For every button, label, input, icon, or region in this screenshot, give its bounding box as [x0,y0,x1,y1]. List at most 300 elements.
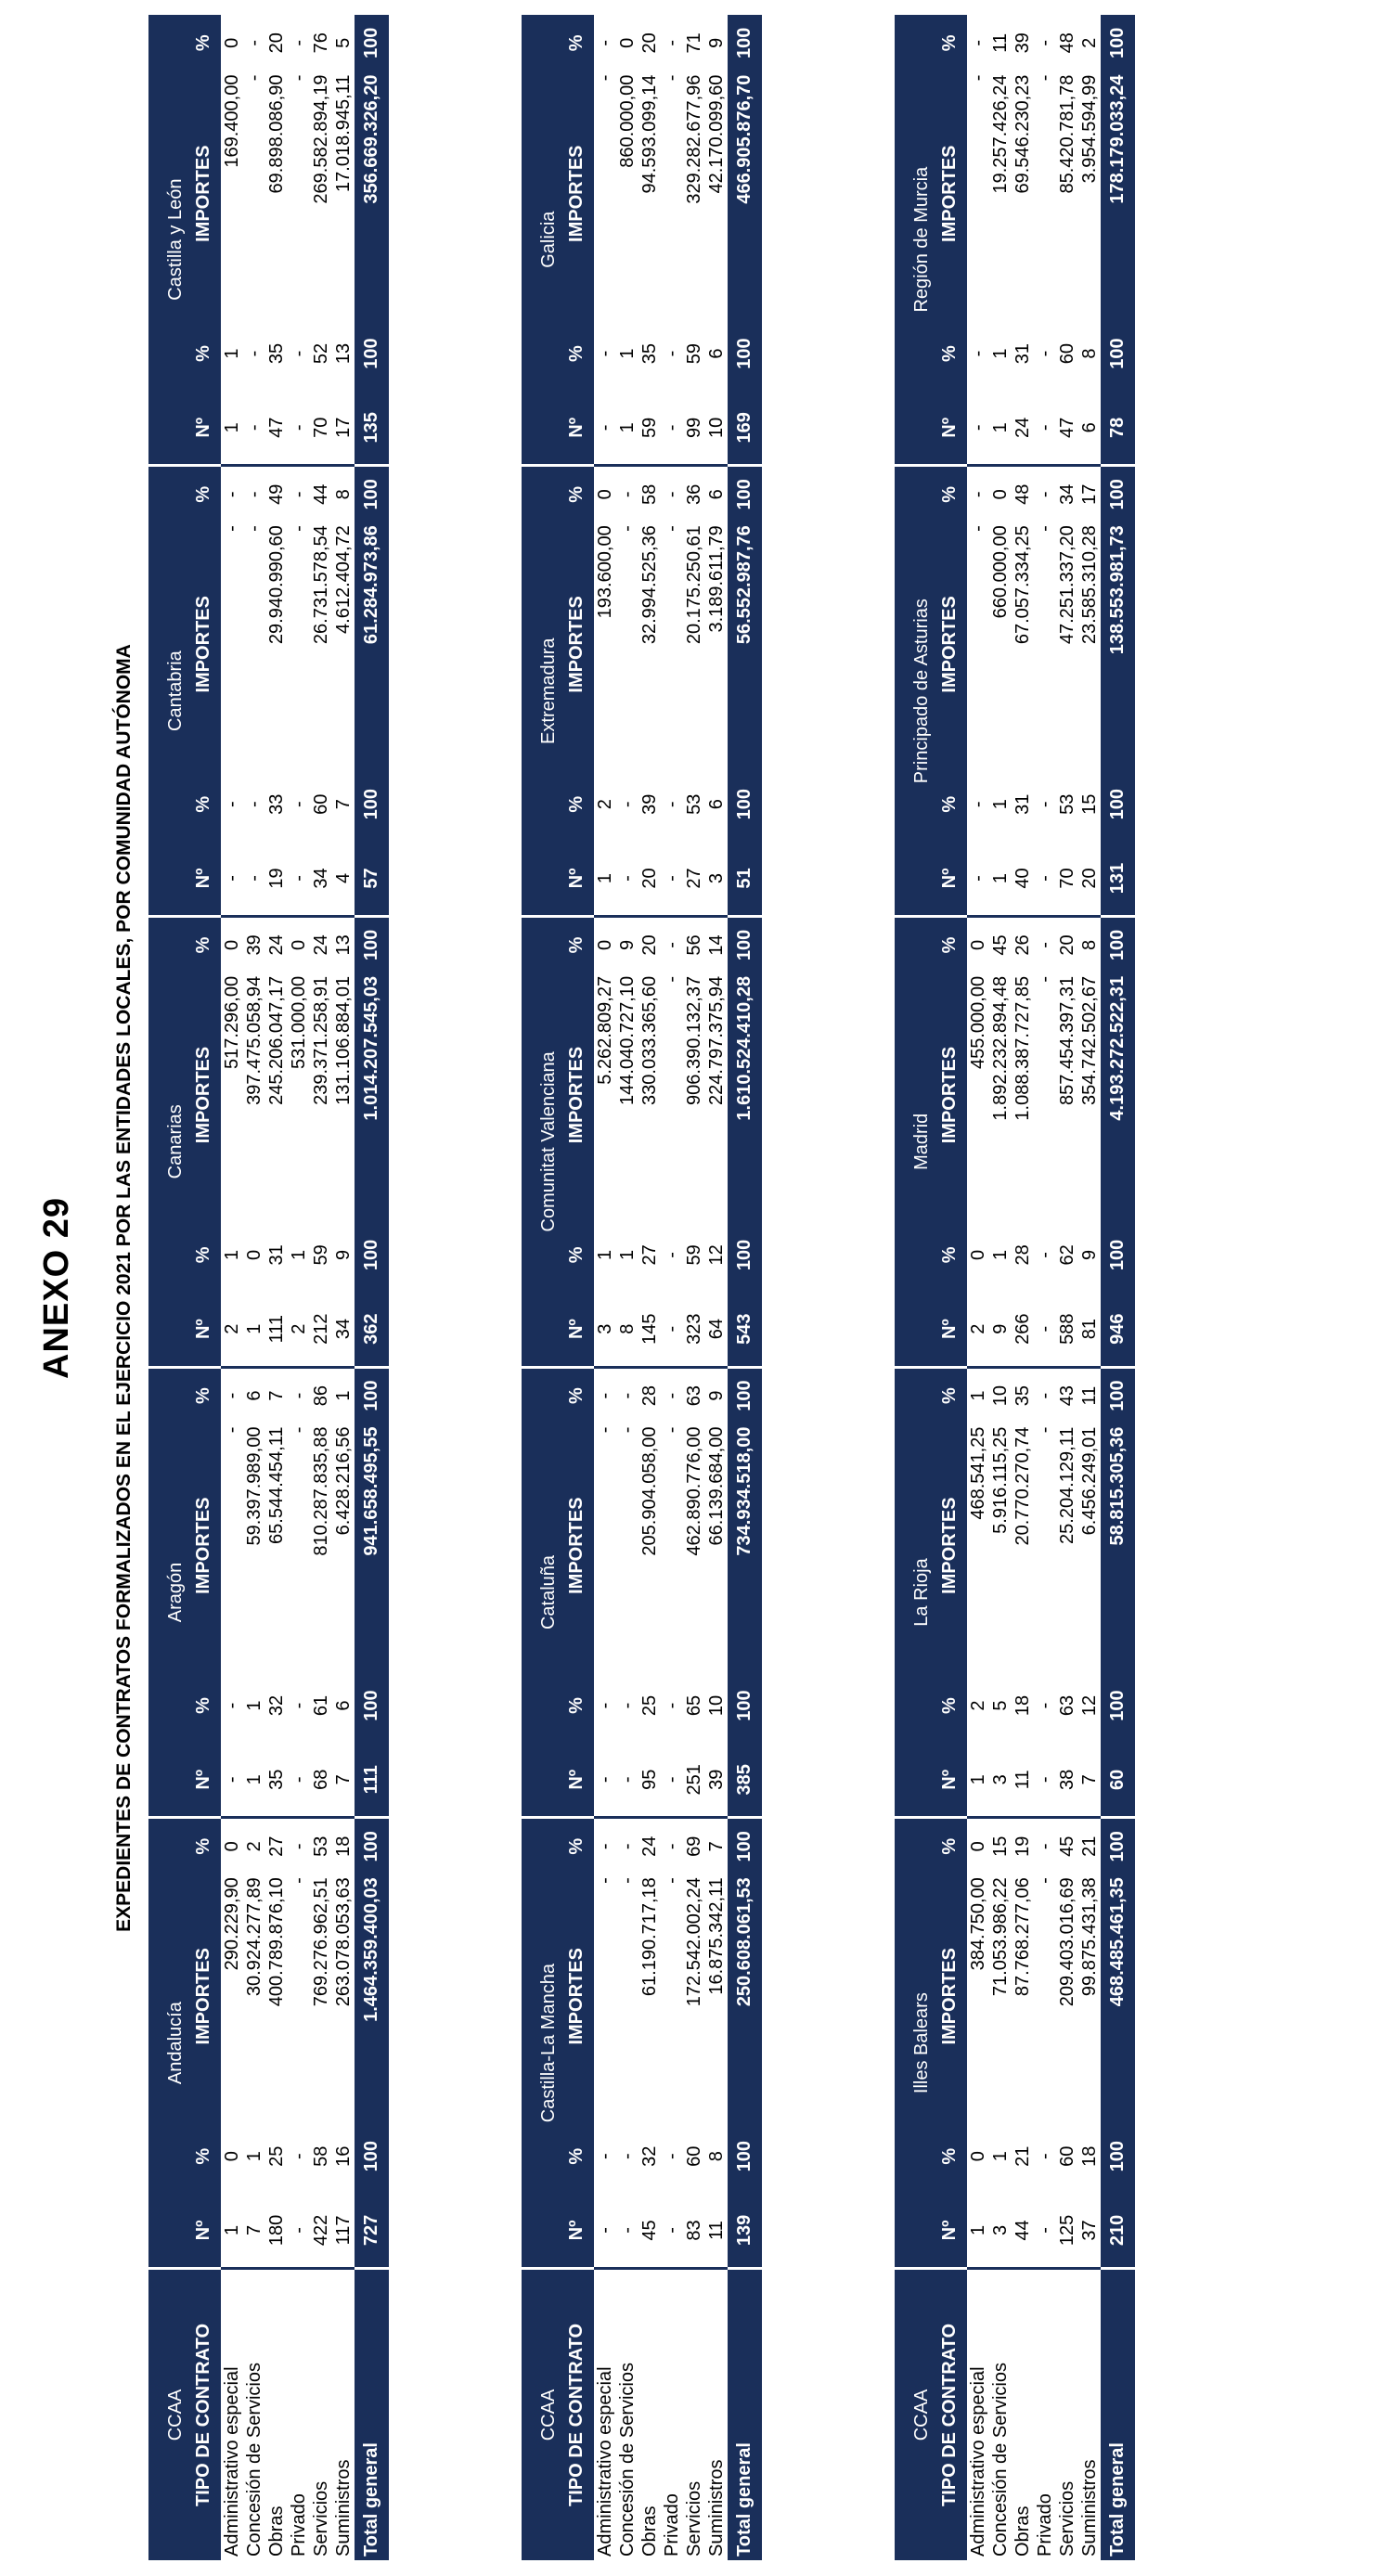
amount-pct-cell: 1 [967,1390,988,1401]
amount-cell: - [594,1877,615,1884]
num-header: Nº [186,391,221,466]
table-row [1078,15,1101,2560]
total-pct-cell: 100 [728,1668,762,1744]
count-cell: - [1034,1743,1056,1818]
amount-pct-cell: 0 [594,939,615,951]
amount-pct-cell: 0 [221,1841,242,1852]
amount-cell: 20.175.250,61 [683,525,704,645]
total-count-cell: 57 [355,842,389,917]
count-cell: 11 [705,2194,728,2269]
amount-pct-cell: 63 [683,1385,704,1407]
amount-pct-cell: 6 [705,489,727,500]
total-amount-cell: 138.553.981,73 [1101,522,1135,766]
pct-header: % [932,466,967,522]
amount-cell: 23.585.310,28 [1078,525,1100,645]
pct-cell: 31 [1012,342,1033,365]
num-header: Nº [559,1743,594,1818]
importes-header: IMPORTES [932,1423,967,1668]
count-cell: 81 [1078,1293,1101,1368]
total-amount-pct-cell: 100 [728,15,762,71]
pct-cell: 1 [989,1249,1011,1260]
amount-pct-cell: - [288,491,309,498]
region-header: Cantabria [148,466,186,917]
count-cell: 251 [683,1743,705,1818]
amount-cell: 42.170.099,60 [705,74,727,194]
count-cell: 1 [594,842,616,917]
count-cell: - [594,1743,616,1818]
amount-cell: - [1034,1877,1055,1884]
pct-cell: 1 [594,1249,615,1260]
amount-pct-cell: 20 [1056,934,1077,956]
count-cell: - [594,2194,616,2269]
pct-cell: 32 [265,1694,287,1717]
pct-header: % [186,916,221,972]
total-amount-cell: 1.014.207.545,03 [355,972,389,1217]
table-row [683,15,705,2560]
pct-cell: - [1034,1702,1055,1709]
amount-pct-cell: 71 [683,32,704,54]
pct-cell: 60 [683,2145,704,2167]
pct-cell: 63 [1056,1694,1077,1717]
count-cell: 2 [967,1293,989,1368]
total-pct-cell: 100 [1101,1217,1135,1293]
pct-cell: 31 [1012,793,1033,815]
pct-cell: - [288,2153,309,2160]
count-cell: 1 [616,391,638,466]
pct-cell: 58 [310,2145,331,2167]
pct-cell: - [1034,2153,1055,2160]
amount-cell: 169.400,00 [221,74,242,168]
amount-pct-cell: 18 [332,1835,354,1857]
pct-header: % [932,316,967,392]
amount-cell: - [661,1877,682,1884]
pct-cell: 59 [683,1244,704,1266]
count-cell: 1 [989,842,1012,917]
pct-cell: - [661,2153,682,2160]
num-header: Nº [559,1293,594,1368]
pct-cell: - [661,801,682,808]
count-cell: 125 [1056,2194,1078,2269]
total-amount-pct-cell: 100 [728,917,762,972]
count-cell: 17 [332,391,355,466]
count-cell: - [1034,2194,1056,2269]
pct-cell: 60 [1056,2145,1077,2167]
total-count-cell: 139 [728,2194,762,2269]
pct-cell: - [661,1702,682,1709]
amount-cell: - [661,975,682,983]
amount-pct-cell: 28 [638,1385,660,1407]
pct-header: % [186,316,221,392]
amount-pct-cell: - [1034,39,1055,46]
amount-pct-cell: - [1034,491,1055,498]
amount-pct-cell: 0 [594,489,615,500]
amount-cell: 87.768.277,06 [1012,1877,1033,1997]
count-cell: 47 [265,391,288,466]
count-cell: 1 [221,391,243,466]
total-amount-cell: 250.608.061,53 [728,1874,762,2119]
pct-cell: - [661,1252,682,1258]
pct-cell: 9 [1078,1249,1100,1260]
pct-cell: 52 [310,342,331,365]
amount-cell: - [243,525,264,532]
amount-cell: 69.898.086,90 [265,74,287,194]
amount-pct-cell: 20 [638,32,660,54]
contracts-table [148,15,389,2560]
amount-cell: - [616,1877,638,1884]
count-cell: 70 [310,391,332,466]
num-header: Nº [186,1293,221,1368]
contracts-table [895,15,1135,2560]
importes-header: IMPORTES [186,71,221,316]
importes-header: IMPORTES [932,1874,967,2119]
amount-pct-cell: - [967,39,988,46]
contracts-table [522,15,762,2560]
importes-header: IMPORTES [186,522,221,766]
amount-pct-cell: 0 [616,37,638,48]
pct-header: % [932,1217,967,1293]
amount-cell: 144.040.727,10 [616,975,638,1105]
pct-cell: 6 [705,799,727,810]
total-count-cell: 78 [1101,391,1135,466]
count-cell: 27 [683,842,705,917]
amount-pct-cell: 36 [683,483,704,505]
amount-cell: 769.276.962,51 [310,1877,331,2007]
total-pct-cell: 100 [355,1217,389,1293]
total-amount-pct-cell: 100 [1101,15,1135,71]
count-cell: 3 [989,1743,1012,1818]
count-cell: 323 [683,1293,705,1368]
amount-pct-cell: - [661,942,682,948]
num-header: Nº [559,391,594,466]
total-amount-cell: 4.193.272.522,31 [1101,972,1135,1217]
amount-cell: 531.000,00 [288,975,309,1069]
table-row [705,15,728,2560]
amount-cell: 25.204.129,11 [1056,1426,1077,1544]
region-header: Galicia [522,15,559,466]
pct-cell: 25 [265,2145,287,2167]
row-label: Concesión de Servicios [243,2363,264,2557]
row-label: Concesión de Servicios [616,2363,638,2557]
count-cell: 45 [638,2194,661,2269]
pct-cell: 60 [1056,342,1077,365]
count-cell: 3 [705,842,728,917]
count-cell: 37 [1078,2194,1101,2269]
amount-pct-cell: 43 [1056,1385,1077,1407]
table-row [1034,15,1056,2560]
table-row [288,15,310,2560]
count-cell: 212 [310,1293,332,1368]
amount-cell: 66.139.684,00 [705,1426,727,1546]
count-cell: 1 [967,2194,989,2269]
amount-pct-cell: - [661,1392,682,1399]
amount-cell: 71.053.986,22 [989,1877,1011,1997]
amount-pct-cell: 11 [1078,1385,1100,1406]
amount-pct-cell: 14 [705,934,727,956]
total-count-cell: 51 [728,842,762,917]
amount-cell: 462.890.776,00 [683,1426,704,1556]
pct-header: % [932,917,967,972]
amount-cell: 69.546.230,23 [1012,74,1033,194]
amount-cell: - [1034,525,1055,532]
pct-cell: - [243,801,264,808]
amount-cell: - [243,74,264,82]
amount-cell: 61.190.717,18 [638,1877,660,1997]
page-subtitle: EXPEDIENTES DE CONTRATOS FORMALIZADOS EN EL EJERCICIO 2021 POR LAS ENTIDADES LOCALES, POR COMUNIDAD AUTÓNOMA [113,644,135,1932]
pct-cell: 1 [616,1249,638,1260]
count-cell: - [1034,391,1056,466]
row-label: Privado [288,2493,309,2557]
total-pct-cell: 100 [355,316,389,392]
pct-cell: 59 [310,1244,331,1266]
table-row [989,15,1012,2560]
amount-cell: 330.033.365,60 [638,975,660,1105]
amount-cell: - [661,74,682,82]
amount-pct-cell: 2 [1078,37,1100,48]
row-label: Servicios [310,2480,331,2557]
count-cell: - [661,1743,683,1818]
count-cell: 266 [1012,1293,1034,1368]
amount-pct-cell: 8 [1078,939,1100,951]
pct-header: % [186,466,221,522]
count-cell: 35 [265,1743,288,1818]
amount-pct-cell: 9 [705,37,727,48]
amount-pct-cell: 6 [243,1390,264,1401]
pct-cell: - [967,801,988,808]
amount-pct-cell: 20 [638,934,660,956]
amount-cell: 16.875.342,11 [705,1877,727,1995]
amount-pct-cell: - [594,39,615,46]
total-amount-cell: 58.815.305,36 [1101,1423,1135,1668]
count-cell: - [243,842,265,917]
pct-cell: 18 [1078,2145,1100,2167]
pct-header: % [932,1818,967,1874]
amount-pct-cell: 24 [310,934,331,956]
amount-cell: 193.600,00 [594,525,615,619]
total-amount-pct-cell: 100 [1101,1818,1135,1874]
total-row [355,15,389,2560]
count-cell: 24 [1012,391,1034,466]
total-amount-cell: 941.658.495,55 [355,1423,389,1668]
total-label: Total general [355,2268,389,2560]
count-cell: - [616,842,638,917]
total-amount-cell: 178.179.033,24 [1101,71,1135,316]
total-pct-cell: 100 [355,1668,389,1744]
amount-pct-cell: 13 [332,934,354,956]
num-header: Nº [186,1743,221,1818]
pct-cell: 16 [332,2145,354,2167]
count-cell: 145 [638,1293,661,1368]
count-cell: 422 [310,2194,332,2269]
pct-cell: - [661,350,682,357]
pct-cell: - [616,801,638,808]
amount-pct-cell: - [616,1843,638,1850]
pct-cell: - [967,350,988,357]
count-cell: 95 [638,1743,661,1818]
count-cell: 4 [332,842,355,917]
pct-cell: - [288,1702,309,1709]
row-label: Administrativo especial [967,2366,988,2557]
amount-cell: 5.262.809,27 [594,975,615,1085]
total-amount-pct-cell: 100 [1101,466,1135,522]
pct-header: % [186,1818,221,1874]
table-row [1056,15,1078,2560]
amount-pct-cell: 86 [310,1385,331,1407]
total-amount-pct-cell: 100 [1101,1367,1135,1423]
count-cell: 20 [1078,842,1101,917]
amount-pct-cell: 11 [989,32,1011,53]
pct-cell: 1 [989,799,1011,810]
table-row [310,15,332,2560]
amount-pct-cell: - [1034,942,1055,948]
importes-header: IMPORTES [559,522,594,766]
count-cell: - [616,2194,638,2269]
page-title: ANEXO 29 [37,1197,76,1379]
pct-cell: 21 [1012,2145,1033,2167]
table-block-3 [895,15,1135,2560]
pct-header: % [932,766,967,842]
pct-cell: 0 [967,2151,988,2162]
count-cell: 3 [989,2194,1012,2269]
count-cell: 34 [310,842,332,917]
pct-cell: 53 [1056,793,1077,815]
total-pct-cell: 100 [728,1217,762,1293]
total-amount-pct-cell: 100 [355,1367,389,1423]
amount-cell: 239.371.258,91 [310,975,331,1105]
amount-cell: 6.428.216,56 [332,1426,354,1536]
count-cell: - [967,842,989,917]
pct-cell: 62 [1056,1244,1077,1266]
amount-cell: 400.789.876,10 [265,1877,287,2007]
count-cell: 1 [967,1743,989,1818]
region-header: Canarias [148,916,186,1367]
pct-cell: 13 [332,342,354,365]
total-amount-pct-cell: 100 [728,466,762,522]
count-cell: 70 [1056,842,1078,917]
pct-cell: 8 [1078,348,1100,359]
amount-cell: - [616,525,638,532]
table-row [1012,15,1034,2560]
total-amount-pct-cell: 100 [728,1818,762,1874]
amount-cell: 860.000,00 [616,74,638,168]
importes-header: IMPORTES [932,972,967,1217]
total-count-cell: 385 [728,1743,762,1818]
pct-header: % [559,917,594,972]
amount-pct-cell: - [1034,1843,1055,1850]
amount-cell: - [594,74,615,82]
table-row [332,15,355,2560]
amount-cell: - [661,1426,682,1434]
pct-cell: 31 [265,1244,287,1266]
count-cell: 117 [332,2194,355,2269]
pct-cell: 10 [705,1694,727,1717]
table-row [967,15,989,2560]
amount-cell: 224.797.375,94 [705,975,727,1105]
count-cell: 59 [638,391,661,466]
pct-cell: 35 [638,342,660,365]
count-cell: - [221,1743,243,1818]
importes-header: IMPORTES [186,1874,221,2119]
total-count-cell: 362 [355,1293,389,1368]
amount-cell: 660.000,00 [989,525,1011,619]
amount-cell: 245.206.047,17 [265,975,287,1105]
total-pct-cell: 100 [1101,766,1135,842]
count-cell: 7 [243,2194,265,2269]
importes-header: IMPORTES [932,522,967,766]
pct-cell: 1 [221,1249,242,1260]
pct-cell: 65 [683,1694,704,1717]
amount-cell: 32.994.525,36 [638,525,660,645]
amount-cell: - [661,525,682,532]
count-cell: 1 [221,2194,243,2269]
pct-cell: 0 [967,1249,988,1260]
pct-header: % [559,1818,594,1874]
count-cell: 1 [989,391,1012,466]
pct-cell: - [1034,1252,1055,1258]
pct-cell: 1 [221,348,242,359]
amount-cell: 172.542.002,24 [683,1877,704,2007]
total-count-cell: 131 [1101,842,1135,917]
total-count-cell: 111 [355,1743,389,1818]
amount-pct-cell: - [967,491,988,498]
tipo-header: TIPO DE CONTRATO [559,2268,594,2560]
region-header: Andalucía [148,1818,186,2269]
pct-cell: 61 [310,1694,331,1717]
importes-header: IMPORTES [559,1874,594,2119]
region-header: Región de Murcia [895,15,932,466]
pct-cell: 39 [638,793,660,815]
amount-cell: 354.742.502,67 [1078,975,1100,1105]
pct-cell: 12 [705,1244,727,1266]
importes-header: IMPORTES [559,972,594,1217]
amount-cell: - [221,525,242,532]
total-amount-cell: 1.464.359.400,03 [355,1874,389,2119]
amount-cell: - [1034,975,1055,983]
count-cell: - [243,391,265,466]
pct-cell: 60 [310,793,331,815]
amount-cell: 19.257.426,24 [989,74,1011,194]
total-row [1101,15,1135,2560]
num-header: Nº [559,2194,594,2269]
amount-cell: 85.420.781,78 [1056,74,1077,194]
amount-cell: 30.924.277,89 [243,1877,264,1997]
amount-cell: 47.251.337,20 [1056,525,1077,645]
pct-header: % [186,1668,221,1744]
amount-pct-cell: - [661,1843,682,1850]
total-amount-pct-cell: 100 [1101,917,1135,972]
total-amount-pct-cell: 100 [728,1367,762,1423]
importes-header: IMPORTES [559,1423,594,1668]
amount-pct-cell: - [616,1392,638,1399]
pct-header: % [559,316,594,392]
pct-cell: - [1034,350,1055,357]
amount-cell: 26.731.578,54 [310,525,331,645]
pct-cell: - [616,2153,638,2160]
amount-cell: 67.057.334,25 [1012,525,1033,645]
amount-cell: 1.892.232.894,48 [989,975,1011,1121]
amount-cell: 3.189.611,79 [705,525,727,633]
row-label: Suministros [1078,2459,1100,2557]
pct-header: % [186,766,221,842]
amount-pct-cell: - [288,1392,309,1399]
total-pct-cell: 100 [1101,316,1135,392]
amount-cell: 263.078.053,63 [332,1877,354,2007]
region-header: La Rioja [895,1367,932,1818]
count-cell: 6 [1078,391,1101,466]
pct-cell: 1 [243,1700,264,1711]
pct-header: % [186,1367,221,1423]
pct-cell: 32 [638,2145,660,2167]
pct-cell: 1 [288,1249,309,1260]
